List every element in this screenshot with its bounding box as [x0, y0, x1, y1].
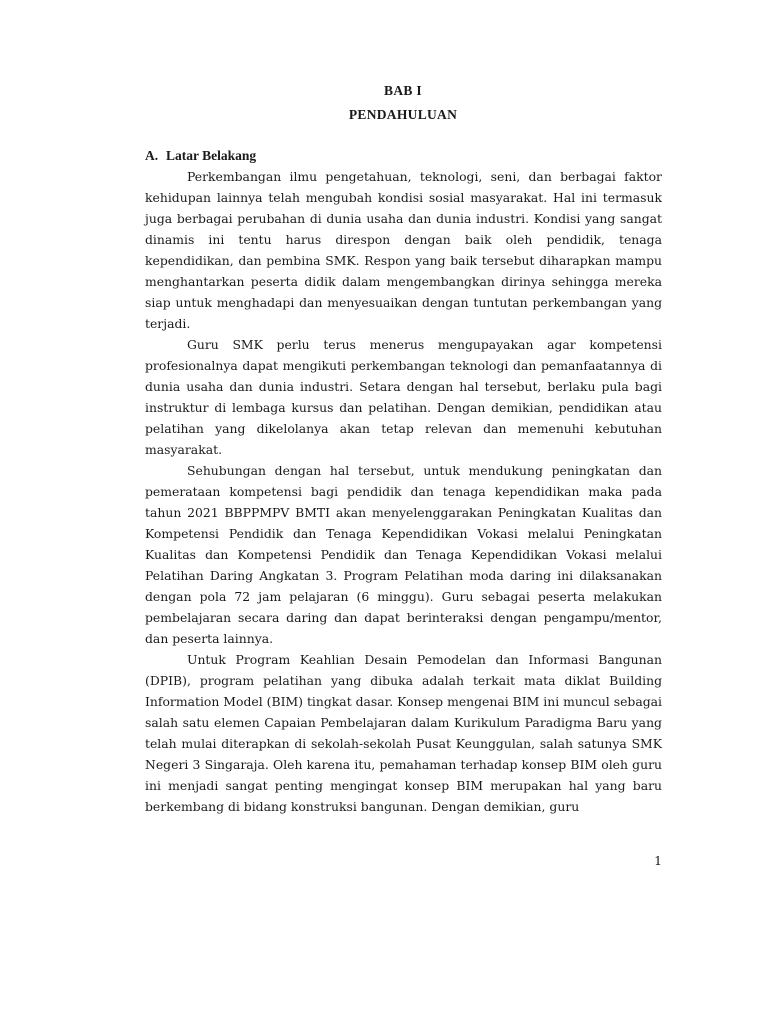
document-body — [145, 166, 662, 817]
section-letter: A. — [145, 148, 159, 163]
page-number: 1 — [654, 853, 662, 868]
chapter-title: PENDAHULUAN — [348, 107, 458, 122]
paragraph: Sehubungan dengan hal tersebut, untuk mendukung peningkatan dan pemerataan kompetensi bagi pendidik dan tenaga kependidikan maka pada tahun 2021 BBPPMPV BMTI akan menyelenggarakan Peningkatan Kualitas dan Kompetensi Pendidik dan Tenaga Kependidikan Vokasi melalui Peningkatan Kualitas dan Kompetensi Pendidik dan Tenaga Kependidikan Vokasi melalui Pelatihan Daring Angkatan 3. Program Pelatihan moda daring ini dilaksanakan dengan pola 72 jam pelajaran (6 minggu). Guru sebagai peserta melakukan pembelajaran secara daring dan dapat berinteraksi dengan pengampu/mentor, dan peserta lainnya. — [145, 463, 662, 646]
paragraph: Perkembangan ilmu pengetahuan, teknologi, seni, dan berbagai faktor kehidupan lainnya telah mengubah kondisi sosial masyarakat. Hal ini termasuk juga berbagai perubahan di dunia usaha dan dunia industri. Kondisi yang sangat dinamis ini tentu harus direspon dengan baik oleh pendidik, tenaga kependidikan, dan pembina SMK. Respon yang baik tersebut diharapkan mampu menghantarkan peserta didik dalam mengembangkan dirinya sehingga mereka siap untuk menghadapi dan menyesuaikan dengan tuntutan perkembangan yang terjadi. — [145, 169, 662, 331]
chapter-label: BAB I — [384, 83, 422, 98]
paragraph: Untuk Program Keahlian Desain Pemodelan dan Informasi Bangunan (DPIB), program pelatihan yang dibuka adalah terkait mata diklat Building Information Model (BIM) tingkat dasar. Konsep mengenai BIM ini muncul sebagai salah satu elemen Capaian Pembelajaran dalam Kurikulum Paradigma Baru yang telah mulai diterapkan di sekolah-sekolah Pusat Keunggulan, salah satunya SMK Negeri 3 Singaraja. Oleh karena itu, pemahaman terhadap konsep BIM oleh guru ini menjadi sangat penting mengingat konsep BIM merupakan hal yang baru berkembang di bidang konstruksi bangunan. Dengan demikian, guru — [145, 652, 662, 814]
paragraph: Guru SMK perlu terus menerus mengupayakan agar kompetensi profesionalnya dapat mengikuti perkembangan teknologi dan pemanfaatannya di dunia usaha dan dunia industri. Setara dengan hal tersebut, berlaku pula bagi instruktur di lembaga kursus dan pelatihan. Dengan demikian, pendidikan atau pelatihan yang dikelolanya akan tetap relevan dan memenuhi kebutuhan masyarakat. — [145, 337, 662, 457]
section-heading — [145, 148, 256, 164]
section-title: Latar Belakang — [166, 148, 257, 163]
